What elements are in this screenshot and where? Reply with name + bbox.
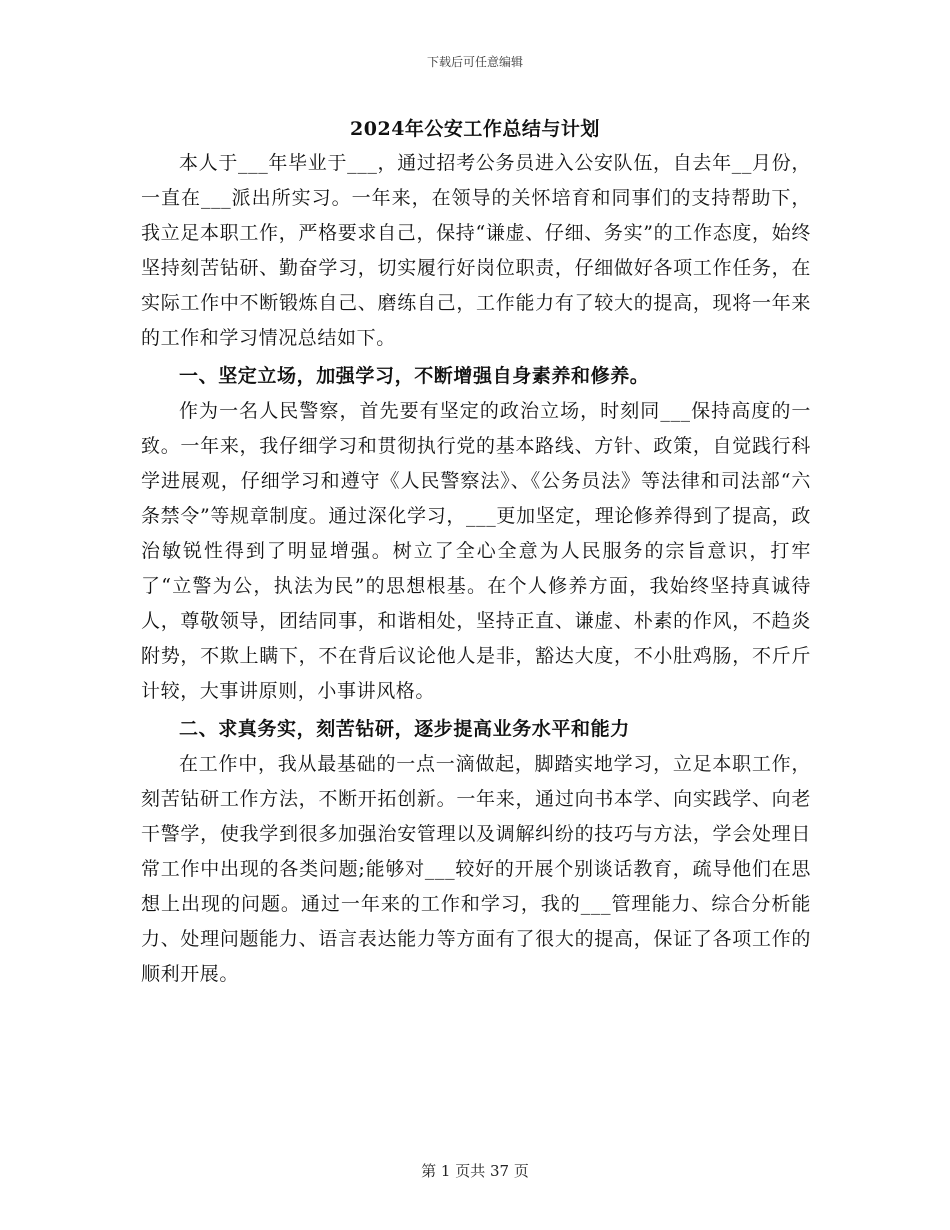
paragraph-intro: 本人于___年毕业于___，通过招考公务员进入公安队伍，自去年__月份，一直在___派出所实习。一年来，在领导的关怀培育和同事们的支持帮助下，我立足本职工作，严格要求自己，保持“谦虚、仔细、务实”的工作态度，始终坚持刻苦钻研、勤奋学习，切实履行好岗位职责，仔细做好各项工作任务，在实际工作中不断锻炼自己、磨练自己，工作能力有了较大的提高，现将一年来的工作和学习情况总结如下。 <box>141 152 811 349</box>
section-heading-2: 二、求真务实，刻苦钻研，逐步提高业务水平和能力 <box>179 718 630 740</box>
document-body <box>141 146 811 992</box>
page-number: 第 1 页共 37 页 <box>421 1162 529 1180</box>
document-title: 2024年公安工作总结与计划 <box>350 118 600 140</box>
paragraph-section-2: 在工作中，我从最基础的一点一滴做起，脚踏实地学习，立足本职工作，刻苦钻研工作方法，不断开拓创新。一年来，通过向书本学、向实践学、向老干警学，使我学到很多加强治安管理以及调解纠纷的技巧与方法，学会处理日常工作中出现的各类问题;能够对___较好的开展个别谈话教育，疏导他们在思想上出现的问题。通过一年来的工作和学习，我的___管理能力、综合分析能力、处理问题能力、语言表达能力等方面有了很大的提高，保证了各项工作的顺利开展。 <box>141 753 811 985</box>
section-heading-1: 一、坚定立场，加强学习，不断增强自身素养和修养。 <box>179 365 650 387</box>
header-note: 下载后可任意编辑 <box>426 55 523 69</box>
paragraph-section-1: 作为一名人民警察，首先要有坚定的政治立场，时刻同___保持高度的一致。一年来，我仔细学习和贯彻执行党的基本路线、方针、政策，自觉践行科学进展观，仔细学习和遵守《人民警察法》、《公务员法》等法律和司法部“六条禁令”等规章制度。通过深化学习，___更加坚定，理论修养得到了提高，政治敏锐性得到了明显增强。树立了全心全意为人民服务的宗旨意识，打牢了“立警为公，执法为民”的思想根基。在个人修养方面，我始终坚持真诚待人，尊敬领导，团结同事，和谐相处，坚持正直、谦虚、朴素的作风，不趋炎附势，不欺上瞒下，不在背后议论他人是非，豁达大度，不小肚鸡肠，不斤斤计较，大事讲原则，小事讲风格。 <box>141 400 811 702</box>
